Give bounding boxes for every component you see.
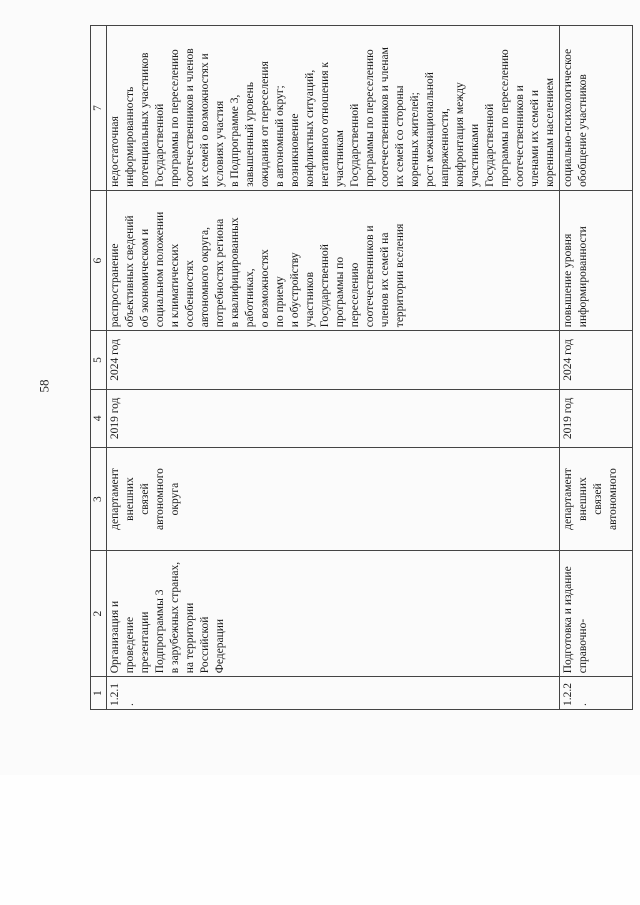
text-line: их семей со стороны	[394, 85, 406, 187]
text-line: округа	[169, 482, 181, 516]
text-line: в Подпрограмме 3,	[229, 94, 241, 187]
risks	[560, 26, 633, 191]
text-line: в зарубежных странах,	[169, 561, 181, 674]
text-line: соотечественников и	[364, 225, 376, 328]
text-line: о возможностях	[259, 249, 271, 328]
activity-name	[560, 551, 633, 677]
text-line: Государственной	[484, 103, 496, 187]
row-number: 1.2.2.	[560, 677, 633, 710]
text-line: объективных сведений	[124, 215, 136, 328]
end-year: 2024 год	[107, 331, 560, 389]
text-line: автономного округа,	[199, 227, 211, 328]
text-line: соотечественников и	[514, 85, 526, 187]
text-line: программы по	[334, 256, 346, 328]
text-line: социально-психологическое	[562, 48, 574, 187]
header-cell: 7	[91, 26, 107, 191]
executor	[560, 448, 633, 551]
executor	[107, 448, 560, 551]
text-line: и климатических	[169, 243, 181, 328]
text-line: недостаточная	[109, 116, 121, 187]
text-line: в квалифицированных	[229, 217, 241, 328]
table-row	[560, 26, 633, 710]
text-line: распространение	[109, 243, 121, 328]
table-row	[107, 26, 560, 710]
text-line: об экономическом и	[139, 228, 151, 328]
expected-result	[560, 190, 633, 330]
text-line: в автономный округ;	[274, 85, 286, 187]
text-line: членов их семей на	[379, 232, 391, 328]
header-cell: 3	[91, 448, 107, 551]
text-line: рост межнациональной	[424, 72, 436, 187]
text-line: членами их семей и	[529, 90, 541, 187]
text-line: соотечественников и членов	[184, 48, 196, 187]
text-line: социальном положении	[154, 211, 166, 328]
text-line: связей автономного	[139, 468, 166, 531]
text-line: на территории Российской	[184, 602, 211, 674]
text-line: участникам	[334, 130, 346, 187]
text-line: повышение уровня	[562, 233, 574, 328]
text-line: потенциальных участников	[139, 52, 151, 187]
text-line: завышенный уровень	[244, 81, 256, 187]
text-line: программы по переселению	[169, 49, 181, 187]
text-line: территории вселения	[394, 223, 406, 328]
start-year: 2019 год	[107, 389, 560, 447]
text-line: по приему	[274, 276, 286, 328]
page-number: 58	[36, 379, 52, 393]
risks	[107, 26, 560, 191]
text-line: коренным населением	[544, 77, 556, 187]
header-cell: 5	[91, 331, 107, 389]
text-line: информированность	[124, 86, 136, 187]
text-line: и обустройству	[289, 252, 301, 328]
text-line: возникновение	[289, 113, 301, 187]
text-line: департамент внешних	[109, 468, 136, 530]
text-line: Федерации	[214, 618, 226, 674]
text-line: негативного отношения к	[319, 62, 331, 187]
text-line: Подпрограммы 3	[154, 589, 166, 674]
text-line: условиях участия	[214, 100, 226, 187]
text-line: соотечественников и членам	[379, 47, 391, 187]
program-table	[90, 25, 633, 710]
row-number: 1.2.1.	[107, 677, 560, 710]
text-line: коренных жителей;	[409, 92, 421, 187]
header-cell: 2	[91, 551, 107, 677]
text-line: справочно-	[577, 618, 589, 674]
text-line: Государственной	[154, 103, 166, 187]
text-line: презентации	[139, 611, 151, 674]
text-line: потребностях региона	[214, 218, 226, 328]
text-line: Подготовка и издание	[562, 566, 574, 674]
header-cell: 4	[91, 389, 107, 447]
text-line: конфликтных ситуаций,	[304, 69, 316, 187]
header-cell: 6	[91, 190, 107, 330]
header-cell: 1	[91, 677, 107, 710]
text-line: обобщение участников	[577, 74, 589, 187]
header-row	[91, 26, 107, 710]
table-container	[90, 25, 640, 706]
activity-name	[107, 551, 560, 677]
text-line: переселению	[349, 262, 361, 328]
text-line: работниках,	[244, 268, 256, 328]
text-line: участников	[304, 271, 316, 328]
text-line: связей автономного	[592, 468, 619, 531]
text-line: департамент внешних	[562, 468, 589, 530]
text-line: Государственной	[319, 244, 331, 328]
expected-result	[107, 190, 560, 330]
scanner-background	[0, 775, 640, 905]
text-line: их семей о возможностях и	[199, 53, 211, 187]
text-line: программы по переселению	[364, 49, 376, 187]
text-line: программы по переселению	[499, 49, 511, 187]
text-line: особенностях	[184, 260, 196, 328]
start-year: 2019 год	[560, 389, 633, 447]
text-line: напряженности,	[439, 108, 451, 187]
text-line: информированности	[577, 226, 589, 328]
text-line: Государственной	[349, 103, 361, 187]
text-line: Организация и проведение	[109, 600, 136, 674]
text-line: ожидания от переселения	[259, 61, 271, 187]
text-line: участниками	[469, 123, 481, 187]
text-line: конфронтация между	[454, 82, 466, 187]
end-year: 2024 год	[560, 331, 633, 389]
